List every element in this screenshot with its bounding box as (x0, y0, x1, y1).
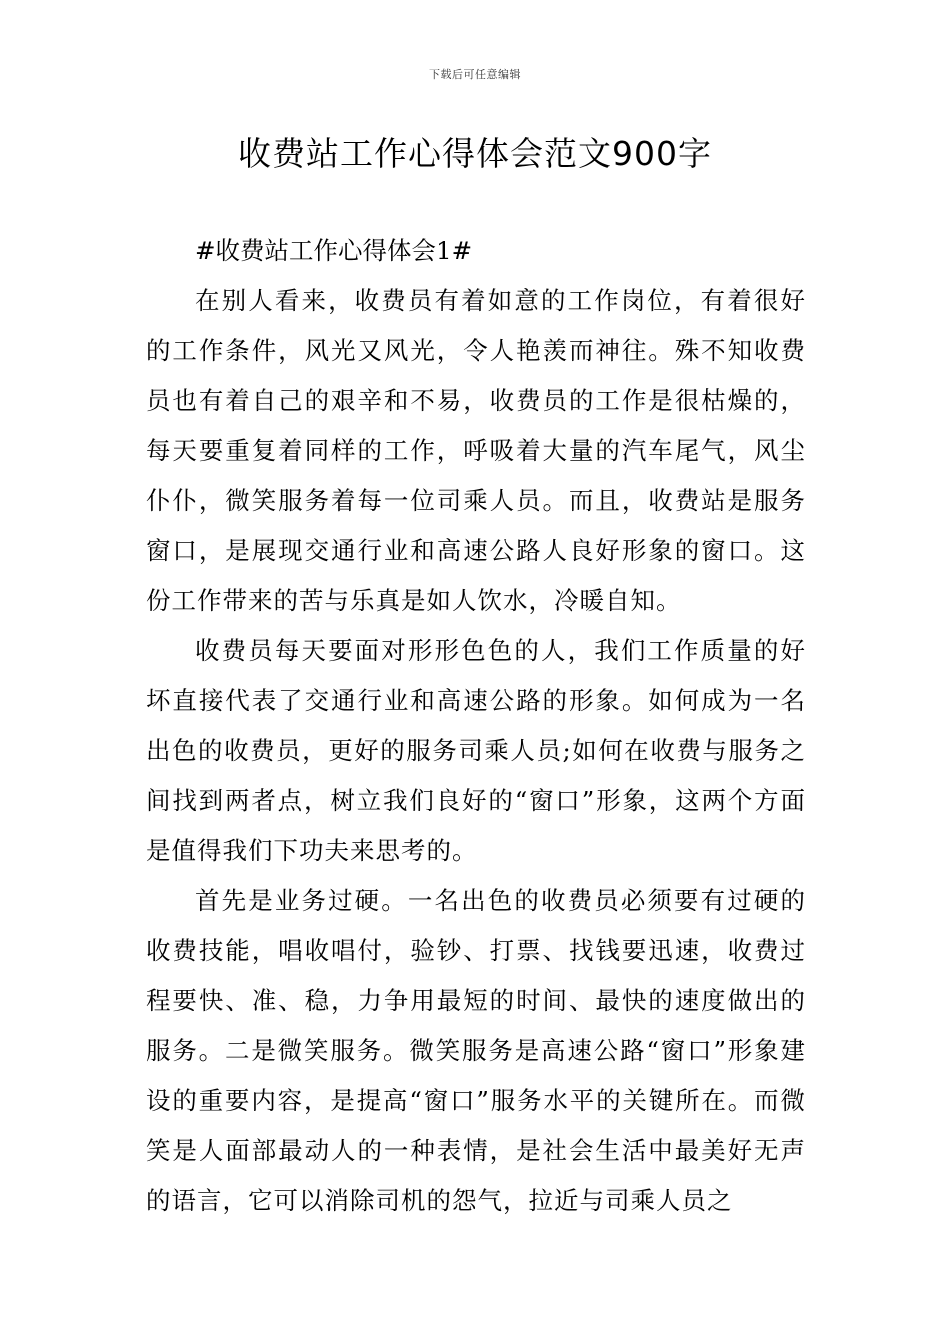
header-note: 下载后可任意编辑 (429, 68, 521, 81)
paragraph: 在别人看来，收费员有着如意的工作岗位，有着很好的工作条件，风光又风光，令人艳羡而神往。殊不知收费员也有着自己的艰辛和不易，收费员的工作是很枯燥的，每天要重复着同样的工作，呼吸着大量的汽车尾气，风尘仆仆，微笑服务着每一位司乘人员。而且，收费站是服务窗口，是展现交通行业和高速公路人良好形象的窗口。这份工作带来的苦与乐真是如人饮水，冷暖自知。 (146, 286, 806, 615)
paragraph: 首先是业务过硬。一名出色的收费员必须要有过硬的收费技能，唱收唱付，验钞、打票、找钱要迅速，收费过程要快、准、稳，力争用最短的时间、最快的速度做出的服务。二是微笑服务。微笑服务是高速公路“窗口”形象建设的重要内容，是提高“窗口”服务水平的关键所在。而微笑是人面部最动人的一种表情，是社会生活中最美好无声的语言，它可以消除司机的怨气，拉近与司乘人员之 (146, 886, 806, 1215)
document-title: 收费站工作心得体会范文900字 (238, 134, 712, 173)
document-body (146, 226, 806, 1226)
paragraph: 收费员每天要面对形形色色的人，我们工作质量的好坏直接代表了交通行业和高速公路的形象。如何成为一名出色的收费员，更好的服务司乘人员;如何在收费与服务之间找到两者点，树立我们良好的“窗口”形象，这两个方面是值得我们下功夫来思考的。 (146, 636, 806, 865)
section-heading: #收费站工作心得体会1# (195, 236, 473, 265)
